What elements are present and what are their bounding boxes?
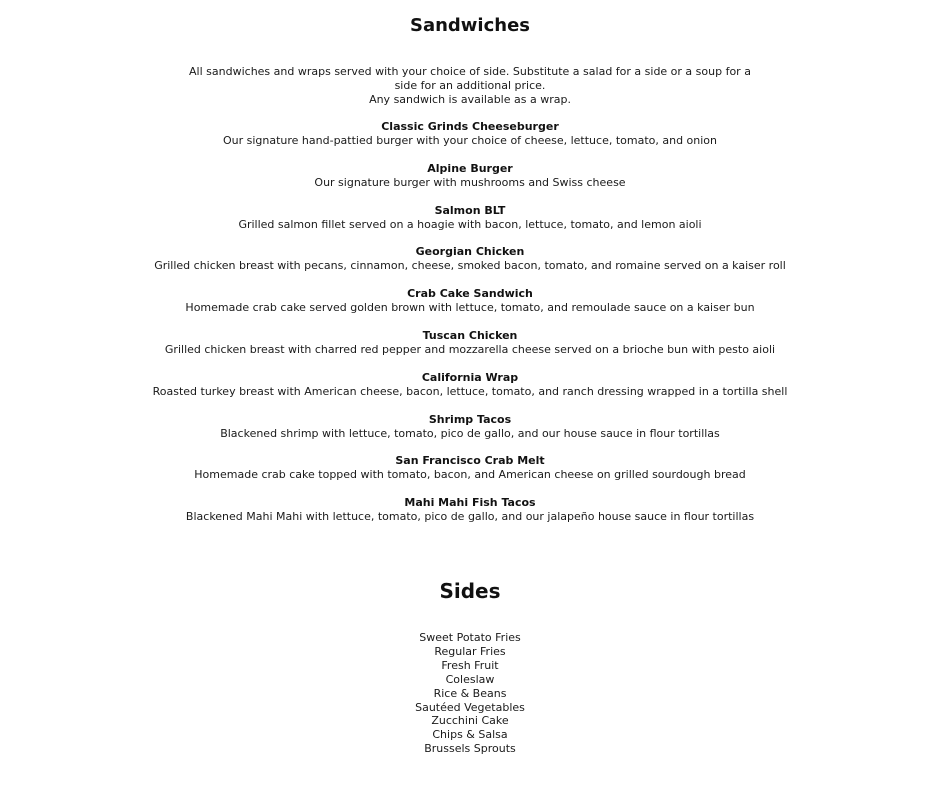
sandwiches-intro-line-1: All sandwiches and wraps served with your choice of side. Substitute a salad for a side or a soup for a side for an additional price. <box>189 65 751 92</box>
sandwich-name: Shrimp Tacos <box>428 412 512 426</box>
sandwiches-heading: Sandwiches <box>409 15 530 36</box>
sandwich-item <box>0 496 940 538</box>
sandwich-description: Homemade crab cake topped with tomato, bacon, and American cheese on grilled sourdough bread <box>194 468 746 482</box>
sandwich-name: Salmon BLT <box>434 203 506 217</box>
sandwich-item <box>0 287 940 329</box>
sandwich-name: San Francisco Crab Melt <box>395 454 545 468</box>
sandwich-name: Tuscan Chicken <box>422 328 518 342</box>
side-item: Fresh Fruit <box>441 658 499 672</box>
sandwich-description: Roasted turkey breast with American cheese, bacon, lettuce, tomato, and ranch dressing wrapped in a tortilla shell <box>152 384 788 398</box>
side-item: Zucchini Cake <box>431 714 509 728</box>
side-item: Sautéed Vegetables <box>415 700 525 714</box>
sandwich-name: Classic Grinds Cheeseburger <box>381 120 559 133</box>
sandwich-description: Our signature hand-pattied burger with your choice of cheese, lettuce, tomato, and onion <box>222 134 718 147</box>
sides-heading: Sides <box>439 579 501 603</box>
sandwich-item <box>0 162 940 204</box>
sandwich-name: Mahi Mahi Fish Tacos <box>404 496 536 510</box>
sandwich-name: Crab Cake Sandwich <box>407 287 533 301</box>
sandwich-name: Georgian Chicken <box>415 245 525 259</box>
side-item: Brussels Sprouts <box>424 742 516 756</box>
sandwich-name: California Wrap <box>421 370 519 384</box>
side-item: Chips & Salsa <box>432 728 508 742</box>
sandwich-item <box>0 454 940 496</box>
sandwich-item <box>0 329 940 371</box>
sandwich-name: Alpine Burger <box>427 161 513 175</box>
sandwiches-intro <box>185 65 755 106</box>
sandwich-description: Our signature burger with mushrooms and Swiss cheese <box>314 175 626 189</box>
sandwich-item <box>0 245 940 287</box>
sandwich-item <box>0 120 940 162</box>
sandwich-item <box>0 204 940 246</box>
sandwich-description: Grilled chicken breast with charred red pepper and mozzarella cheese served on a brioche bun with pesto aioli <box>164 342 776 356</box>
side-item: Regular Fries <box>434 644 506 658</box>
sandwich-list <box>0 120 940 538</box>
sandwiches-intro-line-2: Any sandwich is available as a wrap. <box>369 92 571 106</box>
sandwich-item <box>0 413 940 455</box>
side-item: Coleslaw <box>445 672 495 686</box>
side-item: Rice & Beans <box>433 686 507 700</box>
sandwich-description: Grilled chicken breast with pecans, cinnamon, cheese, smoked bacon, tomato, and romaine served on a kaiser roll <box>154 259 786 273</box>
sandwich-description: Blackened Mahi Mahi with lettuce, tomato, pico de gallo, and our jalapeño house sauce in flour tortillas <box>185 510 755 524</box>
side-item: Sweet Potato Fries <box>419 631 521 644</box>
sandwich-item <box>0 371 940 413</box>
sandwich-description: Grilled salmon fillet served on a hoagie with bacon, lettuce, tomato, and lemon aioli <box>238 217 702 231</box>
sandwich-description: Blackened shrimp with lettuce, tomato, pico de gallo, and our house sauce in flour tortillas <box>220 426 720 440</box>
sides-list <box>0 631 940 756</box>
sandwich-description: Homemade crab cake served golden brown with lettuce, tomato, and remoulade sauce on a kaiser bun <box>185 301 755 315</box>
